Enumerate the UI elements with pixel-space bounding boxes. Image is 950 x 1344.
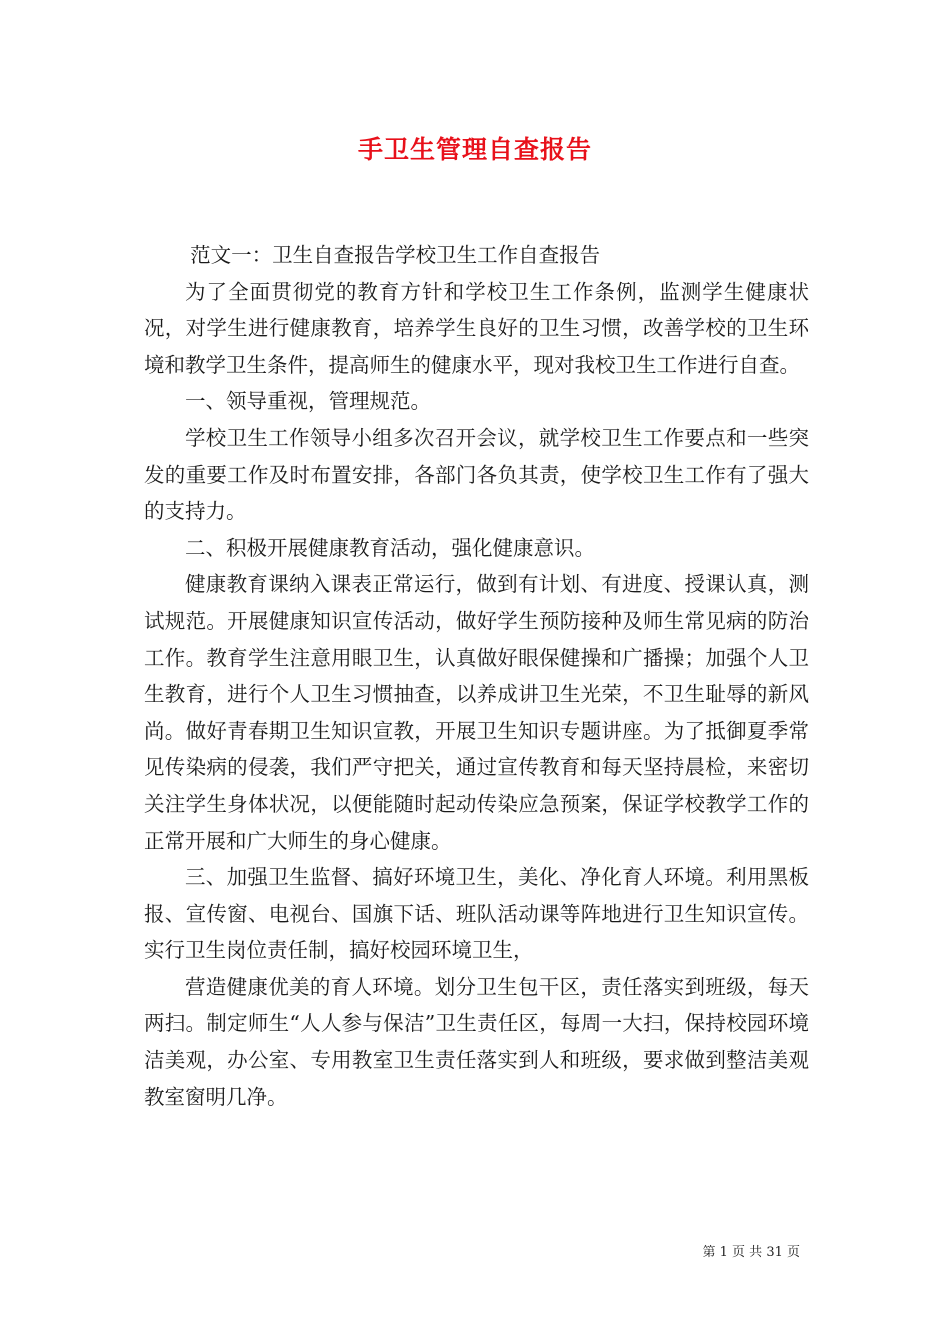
paragraph-section-1: 学校卫生工作领导小组多次召开会议，就学校卫生工作要点和一些突发的重要工作及时布置安排，各部门各负其责，使学校卫生工作有了强大的支持力。 <box>144 425 809 524</box>
paragraph-section-3: 三、加强卫生监督、搞好环境卫生，美化、净化育人环境。利用黑板报、宣传窗、电视台、国旗下话、班队活动课等阵地进行卫生知识宣传。实行卫生岗位责任制，搞好校园环境卫生， <box>144 865 809 963</box>
paragraph-intro: 为了全面贯彻党的教育方针和学校卫生工作条例，监测学生健康状况，对学生进行健康教育，培养学生良好的卫生习惯，改善学校的卫生环境和教学卫生条件，提高师生的健康水平，现对我校卫生工作进行自查。 <box>144 279 809 377</box>
page-number: 第 1 页 共 31 页 <box>702 1245 800 1260</box>
paragraph-section-2: 健康教育课纳入课表正常运行，做到有计划、有进度、授课认真，测试规范。开展健康知识宣传活动，做好学生预防接种及师生常见病的防治工作。教育学生注意用眼卫生，认真做好眼保健操和广播操；加强个人卫生教育，进行个人卫生习惯抽查，以养成讲卫生光荣，不卫生耻辱的新风尚。做好青春期卫生知识宣教，开展卫生知识专题讲座。为了抵御夏季常见传染病的侵袭，我们严守把关，通过宣传教育和每天坚持晨检，来密切关注学生身体状况，以便能随时起动传染应急预案，保证学校教学工作的正常开展和广大师生的身心健康。 <box>144 572 809 853</box>
section-heading-1: 一、领导重视，管理规范。 <box>185 389 431 414</box>
paragraph-section-3-continued: 营造健康优美的育人环境。划分卫生包干区，责任落实到班级，每天两扫。制定师生“人人参与保洁”卫生责任区，每周一大扫，保持校园环境洁美观，办公室、专用教室卫生责任落实到人和班级，要求做到整洁美观教室窗明几净。 <box>144 974 809 1109</box>
section-heading-2: 二、积极开展健康教育活动，强化健康意识。 <box>185 535 595 560</box>
document-body <box>144 237 809 1115</box>
paragraph-subtitle: 范文一：卫生自查报告学校卫生工作自查报告 <box>190 243 601 267</box>
document-title: 手卫生管理自查报告 <box>357 135 592 164</box>
